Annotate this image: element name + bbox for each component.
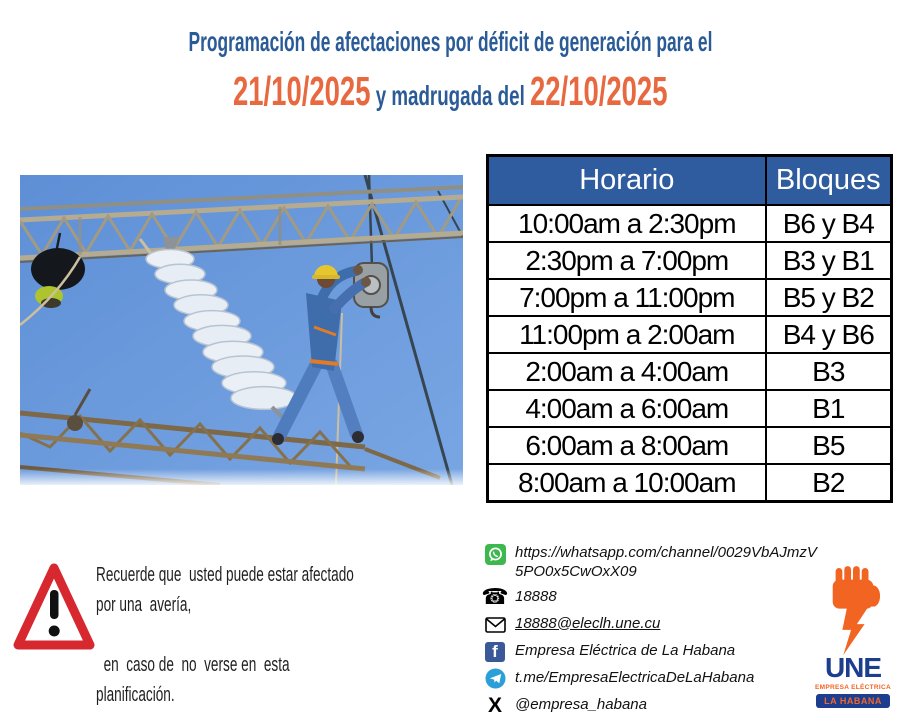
table-header-row (488, 156, 892, 206)
column-header-horario: Horario (488, 156, 766, 206)
table-row (488, 205, 892, 242)
email-icon (484, 614, 506, 636)
contact-facebook[interactable] (484, 641, 829, 663)
table-row (488, 427, 892, 464)
phone-number: 18888 (515, 587, 557, 605)
bloques-cell: B5 (766, 427, 892, 464)
table-row (488, 353, 892, 390)
contact-phone (481, 584, 829, 610)
date-start: 21/10/2025 (232, 68, 371, 114)
whatsapp-link[interactable]: https://whatsapp.com/channel/0029VbAJmzV5PO0x5CwOxX09 (515, 544, 817, 580)
table-row (488, 242, 892, 279)
horario-cell: 7:00pm a 11:00pm (488, 279, 766, 316)
fist-lightning-icon (824, 566, 882, 658)
facebook-icon: f (484, 641, 506, 663)
poster-title: Programación de afectaciones por déficit de generación para el (188, 26, 712, 57)
warning-note (96, 560, 496, 710)
contact-email[interactable] (484, 614, 829, 636)
email-address[interactable]: 18888@eleclh.une.cu (515, 614, 661, 632)
date-end: 22/10/2025 (529, 68, 668, 114)
une-wordmark: UNE (824, 652, 882, 683)
x-icon: X (487, 694, 502, 717)
bloques-cell: B4 y B6 (766, 316, 892, 353)
bloques-cell: B3 (766, 353, 892, 390)
tower-worker-photo (20, 175, 463, 485)
poster-header (0, 26, 900, 115)
horario-cell: 10:00am a 2:30pm (488, 205, 766, 242)
bloques-cell: B3 y B1 (766, 242, 892, 279)
table-row (488, 279, 892, 316)
horario-cell: 2:30pm a 7:00pm (488, 242, 766, 279)
horario-cell: 2:00am a 4:00am (488, 353, 766, 390)
telegram-icon (484, 668, 506, 690)
bloques-cell: B2 (766, 464, 892, 502)
une-logo (810, 566, 896, 708)
une-region-badge: LA HABANA (816, 694, 890, 708)
facebook-page[interactable]: Empresa Eléctrica de La Habana (515, 641, 736, 659)
bloques-cell: B1 (766, 390, 892, 427)
bloques-cell: B6 y B4 (766, 205, 892, 242)
table-row (488, 316, 892, 353)
contact-telegram[interactable] (484, 668, 829, 690)
table-row (488, 390, 892, 427)
horario-cell: 4:00am a 6:00am (488, 390, 766, 427)
contact-whatsapp[interactable] (484, 543, 829, 582)
dates-connector: y madrugada del (370, 80, 530, 111)
horario-cell: 11:00pm a 2:00am (488, 316, 766, 353)
phone-icon: ☎ (481, 584, 509, 610)
contact-x[interactable] (484, 695, 829, 717)
telegram-link[interactable]: t.me/EmpresaElectricaDeLaHabana (515, 668, 755, 686)
horario-cell: 8:00am a 10:00am (488, 464, 766, 502)
horizon-haze (20, 469, 463, 485)
une-subtitle: EMPRESA ELÉCTRICA (814, 684, 891, 691)
horario-cell: 6:00am a 8:00am (488, 427, 766, 464)
column-header-bloques: Bloques (766, 156, 892, 206)
warning-line2: en caso de no verse en esta planificación. (96, 654, 294, 706)
bloques-cell: B5 y B2 (766, 279, 892, 316)
contact-list (481, 543, 829, 722)
x-handle[interactable]: @empresa_habana (515, 695, 647, 713)
whatsapp-icon (484, 543, 506, 565)
warning-line1: Recuerde que usted puede estar afectado por una avería, (96, 564, 358, 616)
outage-schedule-table (486, 154, 893, 503)
poster-dates (233, 68, 667, 115)
table-row (488, 464, 892, 502)
warning-triangle-icon (12, 558, 96, 656)
